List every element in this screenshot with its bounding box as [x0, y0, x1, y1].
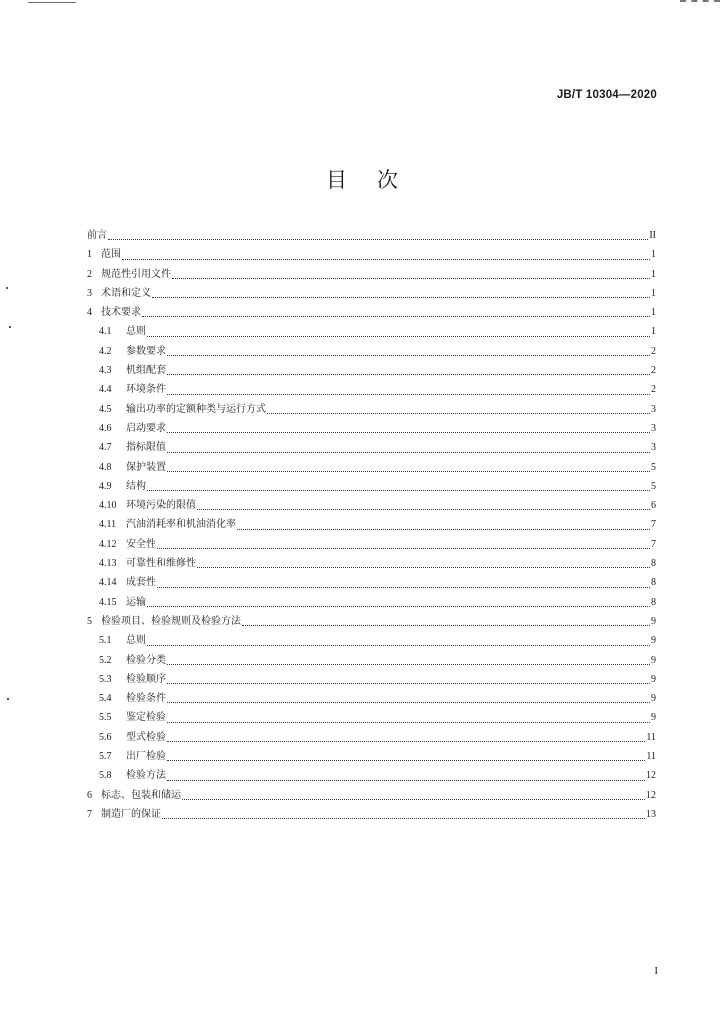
toc-dot-leader: [167, 432, 650, 433]
toc-entry-page: 9: [651, 712, 656, 724]
toc-entry-page: 5: [651, 480, 656, 492]
toc-entry-number: 4.15: [99, 596, 117, 608]
toc-entry-page: 2: [651, 365, 656, 377]
toc-entry-page: 9: [651, 673, 656, 685]
toc-entry-page: 3: [651, 422, 656, 434]
toc-entry-page: 7: [651, 519, 656, 531]
scan-speck: [9, 326, 11, 328]
toc-entry[interactable]: [87, 322, 656, 341]
toc-entry-number: 5.3: [99, 673, 112, 685]
toc-entry-number: 4.9: [99, 480, 112, 492]
toc-entry[interactable]: [87, 535, 656, 554]
toc-dot-leader: [167, 452, 650, 453]
toc-dot-leader: [147, 645, 650, 646]
toc-entry-page: 1: [651, 326, 656, 338]
toc-entry-page: 8: [651, 596, 656, 608]
toc-entry[interactable]: [87, 573, 656, 592]
toc-entry-page: 8: [651, 558, 656, 570]
toc-entry[interactable]: [87, 728, 656, 747]
toc-dot-leader: [167, 722, 650, 723]
toc-entry-page: 9: [651, 654, 656, 666]
toc-dot-leader: [157, 587, 650, 588]
toc-entry-title: 标志、包装和储运: [101, 789, 181, 801]
toc-entry-title: 鉴定检验: [126, 712, 166, 724]
toc-entry-number: 3: [87, 287, 92, 299]
toc-entry-number: 5.4: [99, 693, 112, 705]
toc-entry[interactable]: [87, 477, 656, 496]
toc-dot-leader: [152, 297, 650, 298]
toc-entry-number: 4: [87, 307, 92, 319]
toc-entry[interactable]: [87, 805, 656, 824]
toc-entry-page: 13: [646, 808, 656, 820]
toc-entry-page: 3: [651, 442, 656, 454]
toc-entry-title: 制造厂的保证: [101, 808, 161, 820]
toc-entry[interactable]: [87, 708, 656, 727]
toc-entry-page: 2: [651, 345, 656, 357]
toc-dot-leader: [167, 374, 650, 375]
scan-artifact-dash: [680, 0, 720, 5]
toc-entry[interactable]: [87, 766, 656, 785]
toc-entry-number: 5: [87, 615, 92, 627]
toc-dot-leader: [197, 567, 650, 568]
toc-entry-title: 指标限值: [126, 442, 166, 454]
toc-entry[interactable]: [87, 593, 656, 612]
title-char-1: 目: [326, 168, 347, 192]
toc-entry-page: 1: [651, 307, 656, 319]
toc-entry-number: 4.3: [99, 365, 112, 377]
toc-entry[interactable]: [87, 226, 656, 245]
toc-entry-page: 7: [651, 538, 656, 550]
toc-entry-number: 1: [87, 249, 92, 261]
toc-entry-page: 12: [646, 789, 656, 801]
toc-entry-number: 4.1: [99, 326, 112, 338]
toc-dot-leader: [157, 548, 650, 549]
toc-dot-leader: [242, 625, 650, 626]
toc-dot-leader: [237, 529, 650, 530]
toc-entry-title: 输出功率的定额种类与运行方式: [126, 403, 266, 415]
toc-entry-title: 保护装置: [126, 461, 166, 473]
toc-entry-title: 总则: [126, 326, 146, 338]
toc-entry-number: 4.4: [99, 384, 112, 396]
toc-entry-page: 3: [651, 403, 656, 415]
toc-entry-page: 1: [651, 249, 656, 261]
toc-entry-number: 5.7: [99, 751, 112, 763]
toc-entry-number: 5.1: [99, 635, 112, 647]
toc-dot-leader: [122, 259, 650, 260]
toc-entry-number: 7: [87, 808, 92, 820]
toc-entry-title: 检验方法: [126, 770, 166, 782]
toc-entry-title: 技术要求: [101, 307, 141, 319]
toc-entry-title: 检验分类: [126, 654, 166, 666]
toc-entry[interactable]: [87, 612, 656, 631]
toc-entry-page: II: [649, 230, 656, 241]
toc-dot-leader: [167, 664, 650, 665]
toc-entry[interactable]: [87, 458, 656, 477]
toc-entry-title: 可靠性和维修性: [126, 558, 196, 570]
toc-entry-title: 检验顺序: [126, 673, 166, 685]
page-title: [0, 164, 724, 194]
toc-entry-number: 4.14: [99, 577, 117, 589]
toc-entry-title: 出厂检验: [126, 751, 166, 763]
toc-dot-leader: [167, 760, 645, 761]
toc-entry-page: 11: [646, 731, 656, 743]
toc-entry-number: 4.2: [99, 345, 112, 357]
toc-entry[interactable]: [87, 303, 656, 322]
toc-entry-number: 4.13: [99, 558, 117, 570]
title-char-2: 次: [377, 168, 398, 192]
toc-entry-title: 前言: [87, 230, 107, 241]
toc-dot-leader: [142, 316, 650, 317]
toc-entry-title: 启动要求: [126, 422, 166, 434]
toc-entry-number: 5.6: [99, 731, 112, 743]
toc-entry-title: 结构: [126, 480, 146, 492]
toc-entry[interactable]: [87, 342, 656, 361]
toc-entry-page: 9: [651, 635, 656, 647]
toc-entry-title: 型式检验: [126, 731, 166, 743]
toc-entry-number: 5.2: [99, 654, 112, 666]
toc-entry-number: 4.6: [99, 422, 112, 434]
toc-entry-title: 参数要求: [126, 345, 166, 357]
toc-entry[interactable]: [87, 631, 656, 650]
scan-artifact-line: [28, 2, 76, 3]
toc-entry-page: 8: [651, 577, 656, 589]
toc-entry-number: 4.11: [99, 519, 117, 531]
table-of-contents: [87, 226, 656, 824]
toc-entry[interactable]: [87, 496, 656, 515]
toc-dot-leader: [147, 490, 650, 491]
toc-entry[interactable]: [87, 419, 656, 438]
document-code: JB/T 10304—2020: [556, 89, 657, 101]
toc-entry-title: 机组配套: [126, 365, 166, 377]
toc-entry-page: 9: [651, 615, 656, 627]
toc-entry-title: 运输: [126, 596, 146, 608]
toc-entry[interactable]: [87, 747, 656, 766]
toc-dot-leader: [167, 702, 650, 703]
toc-entry-page: 5: [651, 461, 656, 473]
toc-entry-title: 范围: [101, 249, 121, 261]
toc-dot-leader: [197, 509, 650, 510]
toc-entry-number: 4.10: [99, 500, 117, 512]
scan-speck: [6, 287, 8, 289]
toc-entry-number: 4.12: [99, 538, 117, 550]
toc-entry-title: 规范性引用文件: [101, 268, 171, 280]
toc-entry[interactable]: [87, 361, 656, 380]
toc-entry-number: 4.7: [99, 442, 112, 454]
toc-entry[interactable]: [87, 670, 656, 689]
toc-entry-title: 安全性: [126, 538, 156, 550]
toc-entry-title: 检验项目、检验规则及检验方法: [101, 615, 241, 627]
toc-entry-page: 11: [646, 751, 656, 763]
toc-dot-leader: [172, 278, 650, 279]
toc-entry-number: 6: [87, 789, 92, 801]
toc-entry-page: 12: [646, 770, 656, 782]
toc-entry[interactable]: [87, 438, 656, 457]
toc-entry[interactable]: [87, 400, 656, 419]
toc-entry-page: 1: [651, 287, 656, 299]
toc-entry[interactable]: [87, 554, 656, 573]
toc-entry[interactable]: [87, 265, 656, 284]
toc-entry-number: 4.8: [99, 461, 112, 473]
toc-entry-page: 9: [651, 693, 656, 705]
page-number: I: [654, 965, 658, 977]
toc-entry-number: 5.5: [99, 712, 112, 724]
toc-entry[interactable]: [87, 284, 656, 303]
toc-entry-title: 成套性: [126, 577, 156, 589]
toc-dot-leader: [182, 799, 645, 800]
toc-dot-leader: [267, 413, 650, 414]
scan-speck: [7, 698, 9, 700]
toc-entry[interactable]: [87, 786, 656, 805]
toc-entry-title: 总则: [126, 635, 146, 647]
toc-dot-leader: [167, 394, 650, 395]
toc-dot-leader: [167, 471, 650, 472]
toc-entry-number: 2: [87, 268, 92, 280]
toc-entry[interactable]: [87, 515, 656, 534]
toc-entry-page: 2: [651, 384, 656, 396]
toc-dot-leader: [162, 818, 645, 819]
toc-entry[interactable]: [87, 245, 656, 264]
toc-entry-title: 环境条件: [126, 384, 166, 396]
toc-dot-leader: [167, 741, 645, 742]
toc-entry[interactable]: [87, 651, 656, 670]
toc-entry-number: 4.5: [99, 403, 112, 415]
toc-entry-title: 术语和定义: [101, 287, 151, 299]
toc-dot-leader: [147, 606, 650, 607]
toc-entry-title: 检验条件: [126, 693, 166, 705]
toc-entry-number: 5.8: [99, 770, 112, 782]
toc-entry-title: 汽油消耗率和机油消化率: [126, 519, 236, 531]
toc-dot-leader: [167, 683, 650, 684]
toc-dot-leader: [108, 239, 648, 240]
toc-entry[interactable]: [87, 380, 656, 399]
toc-dot-leader: [147, 336, 650, 337]
toc-dot-leader: [167, 780, 645, 781]
toc-entry[interactable]: [87, 689, 656, 708]
toc-entry-page: 1: [651, 268, 656, 280]
toc-dot-leader: [167, 355, 650, 356]
toc-entry-page: 6: [651, 500, 656, 512]
toc-entry-title: 环境污染的限值: [126, 500, 196, 512]
